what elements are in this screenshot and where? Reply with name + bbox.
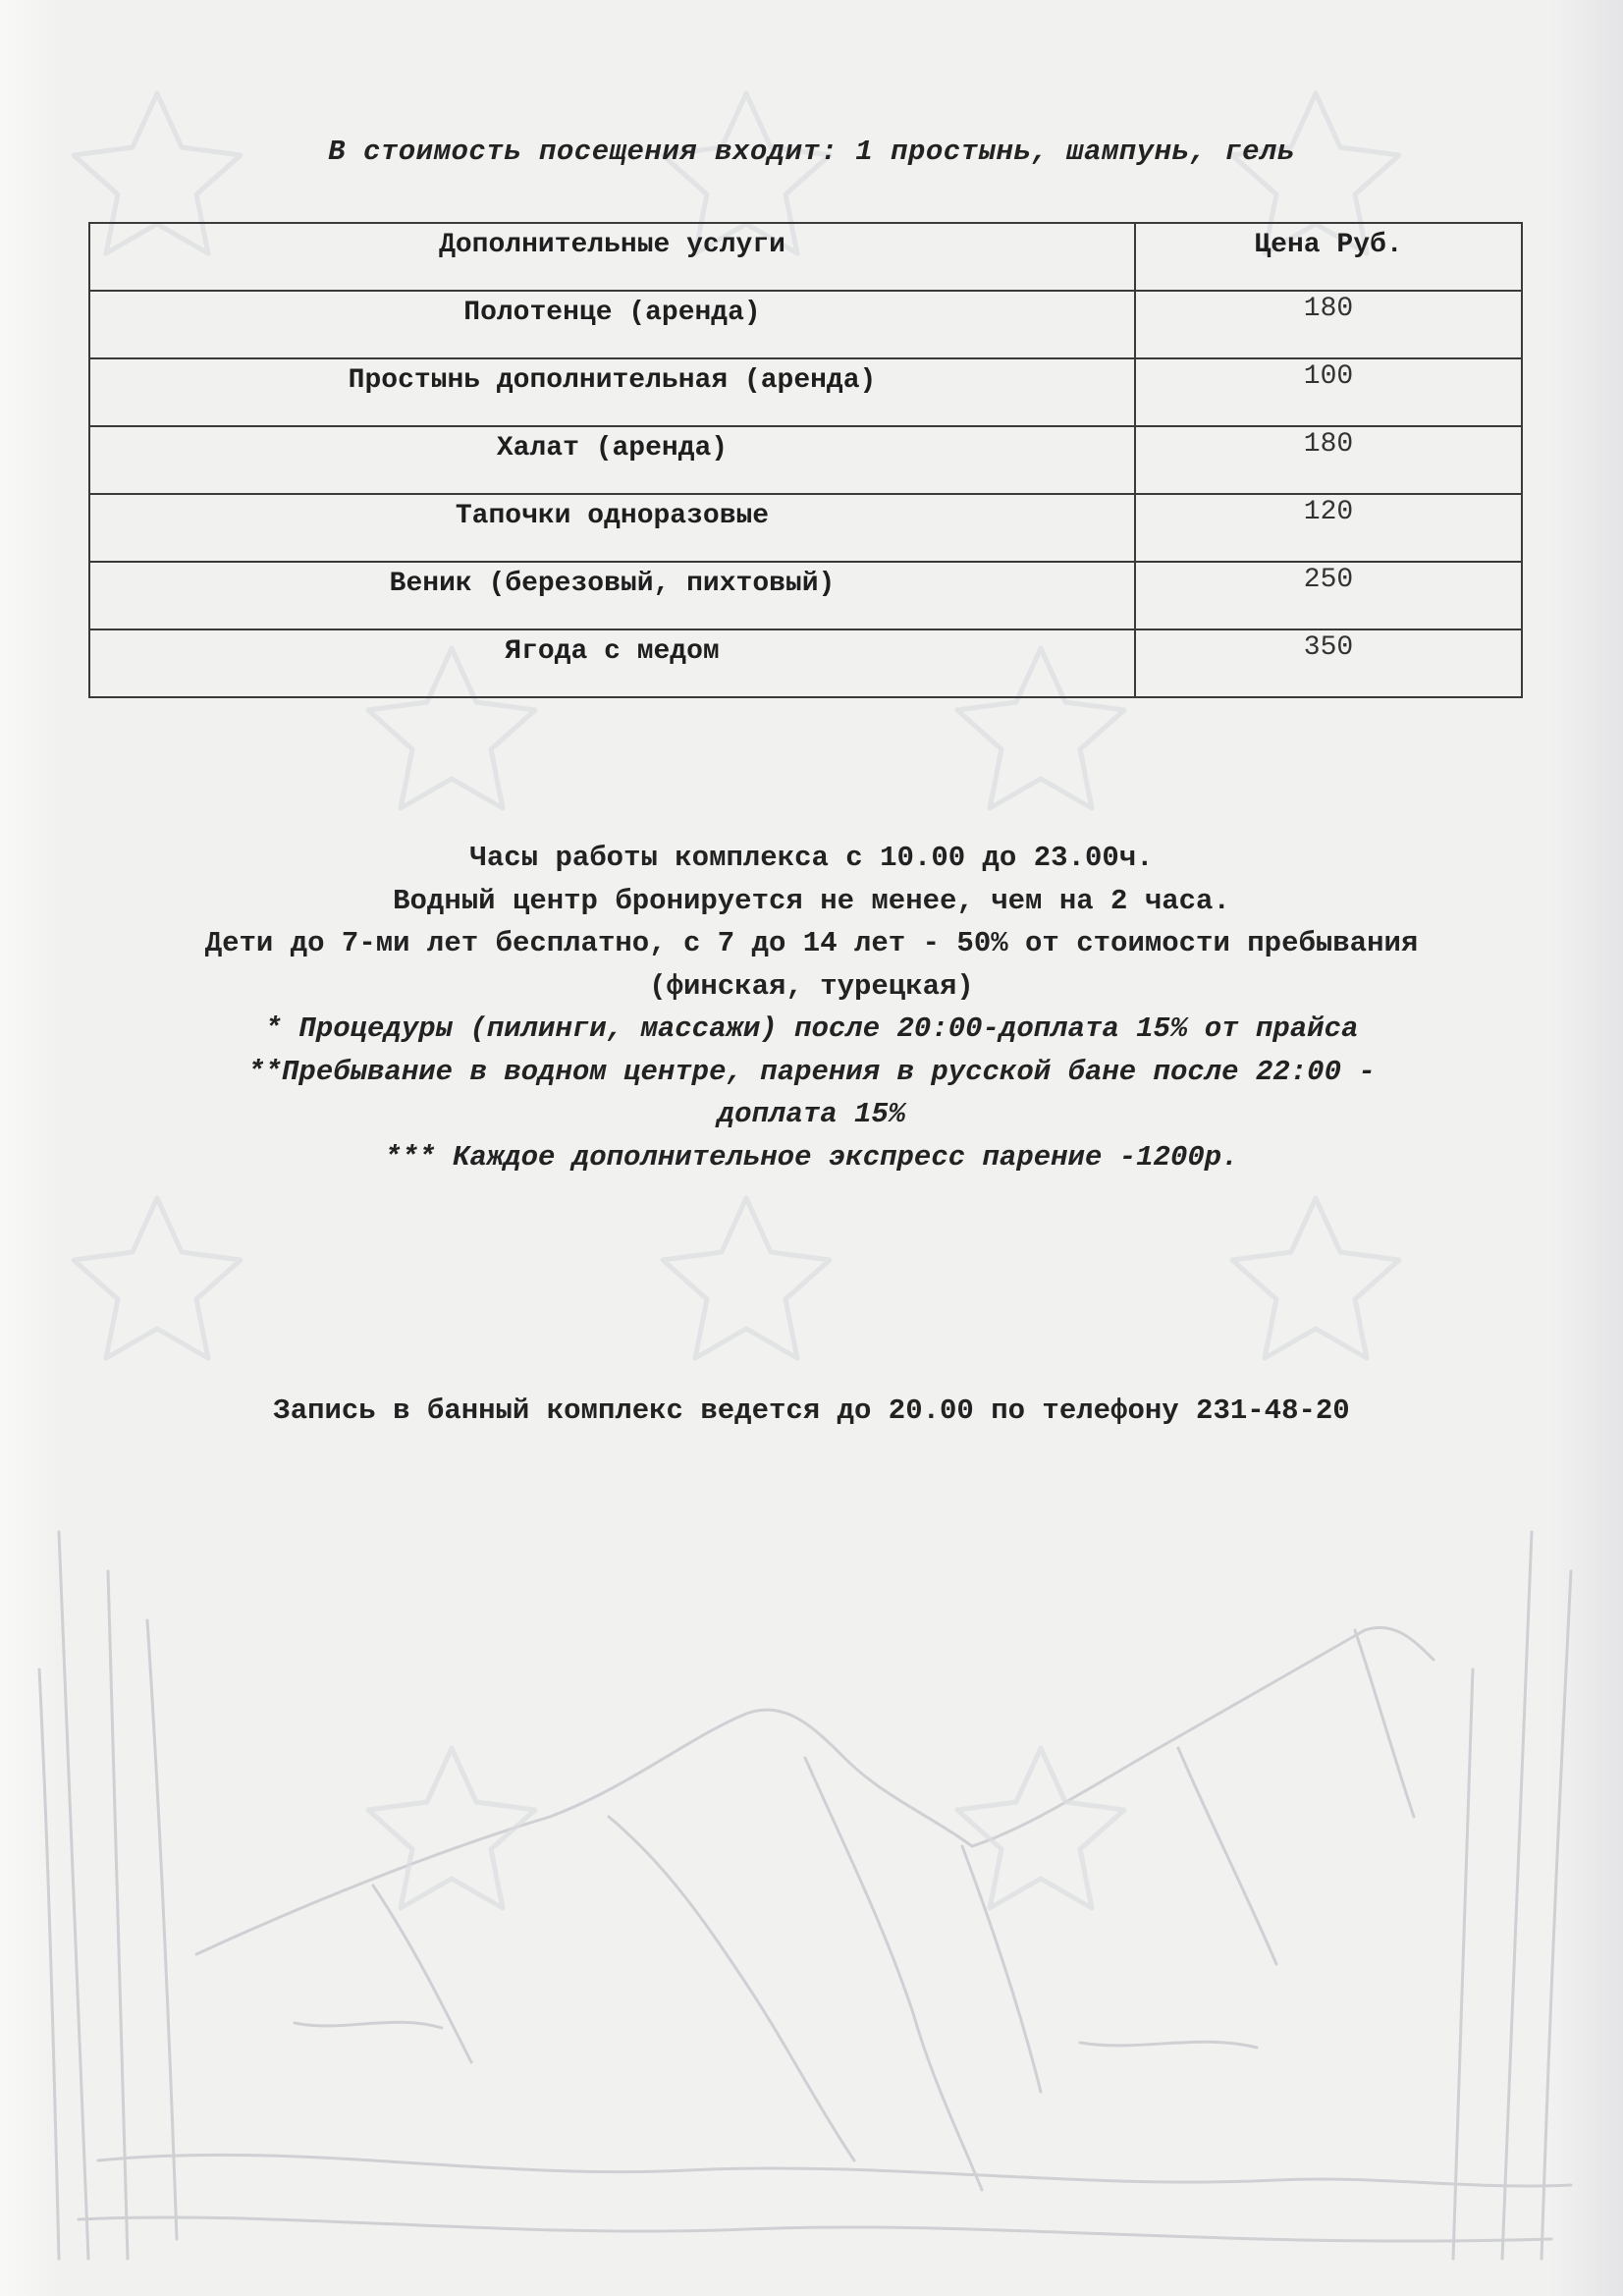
price-column-header: Цена Руб.: [1135, 223, 1522, 291]
children-discount: Дети до 7-ми лет бесплатно, с 7 до 14 лет - 50% от стоимости пребывания: [204, 927, 1419, 959]
service-price: 100: [1135, 358, 1522, 426]
service-name: Тапочки одноразовые: [89, 494, 1135, 562]
opening-info-block: [0, 837, 1623, 1178]
opening-hours: Часы работы комплекса с 10.00 до 23.00ч.: [469, 842, 1154, 874]
service-name: Веник (березовый, пихтовый): [89, 562, 1135, 629]
express-steam-note: *** Каждое дополнительное экспресс парение -1200р.: [384, 1140, 1239, 1174]
table-row: [89, 291, 1522, 358]
late-stay-surcharge-amount: доплата 15%: [717, 1098, 906, 1130]
service-name: Простынь дополнительная (аренда): [89, 358, 1135, 426]
service-name: Халат (аренда): [89, 426, 1135, 494]
table-row: [89, 426, 1522, 494]
service-name: Ягода с медом: [89, 629, 1135, 697]
service-price: 120: [1135, 494, 1522, 562]
table-row: [89, 494, 1522, 562]
booking-contact: Запись в банный комплекс ведется до 20.00 по телефону 231-48-20: [273, 1394, 1350, 1427]
service-price: 250: [1135, 562, 1522, 629]
included-items-note: В стоимость посещения входит: 1 простынь, шампунь, гель: [328, 136, 1295, 168]
table-row: [89, 562, 1522, 629]
service-column-header: Дополнительные услуги: [89, 223, 1135, 291]
service-name: Полотенце (аренда): [89, 291, 1135, 358]
table-row: [89, 358, 1522, 426]
children-discount-scope: (финская, турецкая): [649, 969, 974, 1003]
services-price-table: [88, 222, 1523, 698]
table-header-row: [89, 223, 1522, 291]
service-price: 180: [1135, 426, 1522, 494]
service-price: 350: [1135, 629, 1522, 697]
late-stay-surcharge-note: **Пребывание в водном центре, парения в русской бане после 22:00 -: [247, 1055, 1376, 1088]
table-row: [89, 629, 1522, 697]
service-price: 180: [1135, 291, 1522, 358]
procedures-surcharge-note: * Процедуры (пилинги, массажи) после 20:00-доплата 15% от прайса: [264, 1012, 1359, 1045]
booking-rule: Водный центр бронируется не менее, чем на 2 часа.: [393, 884, 1230, 917]
